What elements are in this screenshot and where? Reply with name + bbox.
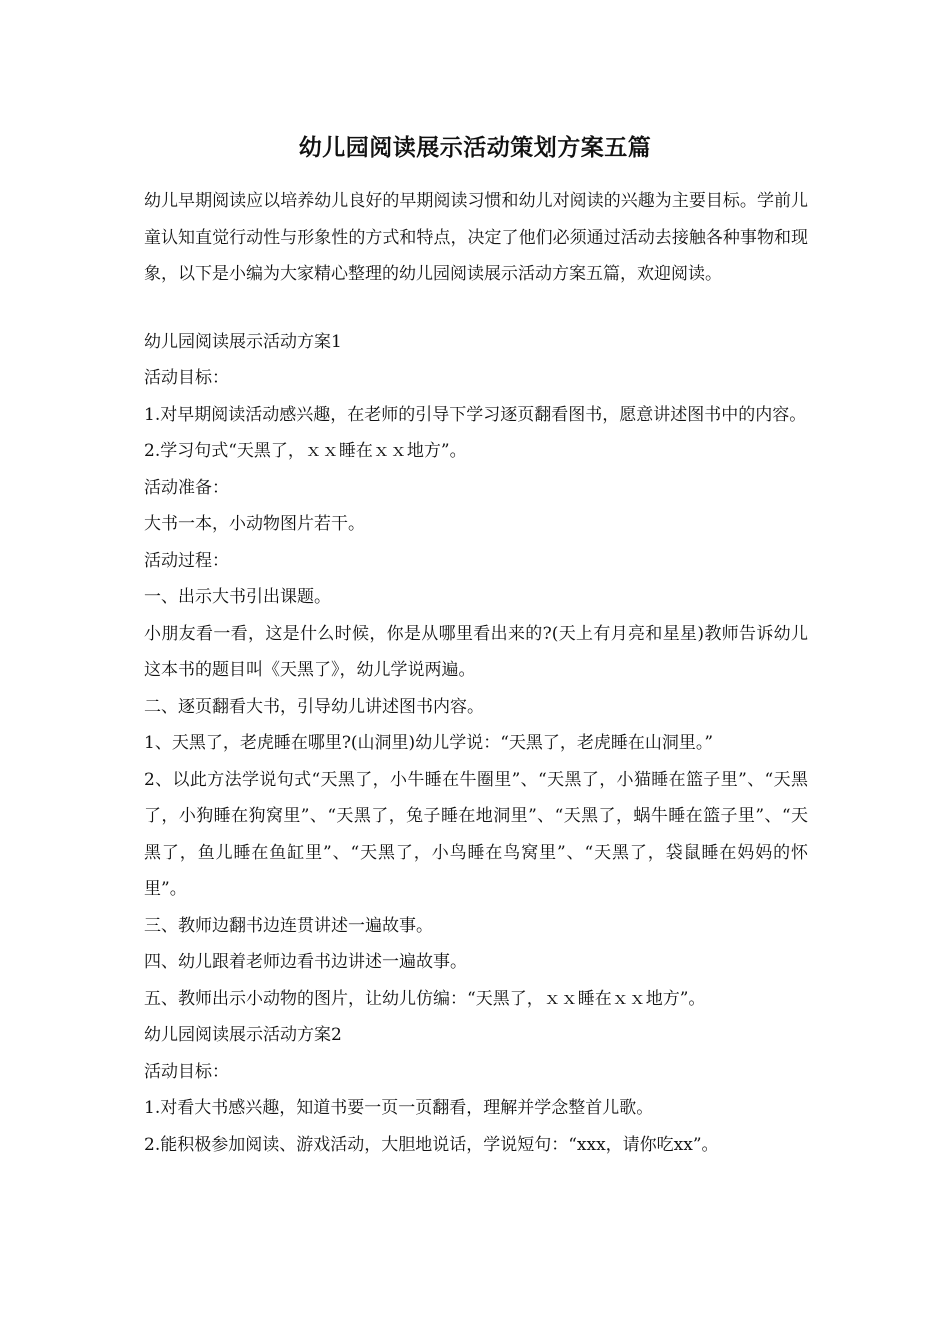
subheading-goals: 活动目标：: [144, 368, 229, 388]
section-heading-plan-2: 幼儿园阅读展示活动方案2: [144, 1025, 342, 1045]
document-title: 幼儿园阅读展示活动策划方案五篇: [298, 134, 652, 161]
paragraph: 2、以此方法学说句式“天黑了，小牛睡在牛圈里”、“天黑了，小猫睡在篮子里”、“天黑了，小狗睡在狗窝里”、“天黑了，兔子睡在地洞里”、“天黑了，蜗牛睡在篮子里”、“天黑了，鱼儿睡在鱼缸里”、“天黑了，小鸟睡在鸟窝里”、“天黑了，袋鼠睡在妈妈的怀里”。: [144, 769, 808, 899]
paragraph: 1.对看大书感兴趣，知道书要一页一页翻看，理解并学念整首儿歌。: [144, 1098, 654, 1118]
paragraph: 二、逐页翻看大书，引导幼儿讲述图书内容。: [144, 696, 484, 717]
intro-paragraph: 幼儿早期阅读应以培养幼儿良好的早期阅读习惯和幼儿对阅读的兴趣为主要目标。学前儿童认知直觉行动性与形象性的方式和特点，决定了他们必须通过活动去接触各种事物和现象，以下是小编为大家精心整理的幼儿园阅读展示活动方案五篇，欢迎阅读。: [144, 191, 808, 284]
paragraph: 1.对早期阅读活动感兴趣，在老师的引导下学习逐页翻看图书，愿意讲述图书中的内容。: [144, 404, 807, 425]
paragraph: 2.学习句式“天黑了，ｘｘ睡在ｘｘ地方”。: [144, 441, 467, 461]
paragraph: 四、幼儿跟着老师边看书边讲述一遍故事。: [144, 952, 467, 972]
paragraph: 小朋友看一看，这是什么时候，你是从哪里看出来的?(天上有月亮和星星)教师告诉幼儿这本书的题目叫《天黑了》，幼儿学说两遍。: [144, 623, 808, 680]
paragraph: 五、教师出示小动物的图片，让幼儿仿编：“天黑了，ｘｘ睡在ｘｘ地方”。: [144, 988, 706, 1009]
paragraph: 1、天黑了，老虎睡在哪里?(山洞里)幼儿学说：“天黑了，老虎睡在山洞里。”: [144, 733, 714, 753]
paragraph: 2.能积极参加阅读、游戏活动，大胆地说话，学说短句：“xxx，请你吃xx”。: [144, 1134, 719, 1155]
paragraph: 大书一本，小动物图片若干。: [144, 514, 365, 534]
subheading-preparation: 活动准备：: [144, 477, 229, 498]
subheading-goals: 活动目标：: [144, 1061, 229, 1082]
paragraph: 三、教师边翻书边连贯讲述一遍故事。: [144, 915, 433, 936]
section-heading-plan-1: 幼儿园阅读展示活动方案1: [144, 331, 342, 352]
document-body: [144, 183, 808, 1163]
subheading-process: 活动过程：: [144, 550, 229, 571]
paragraph: 一、出示大书引出课题。: [144, 587, 331, 607]
